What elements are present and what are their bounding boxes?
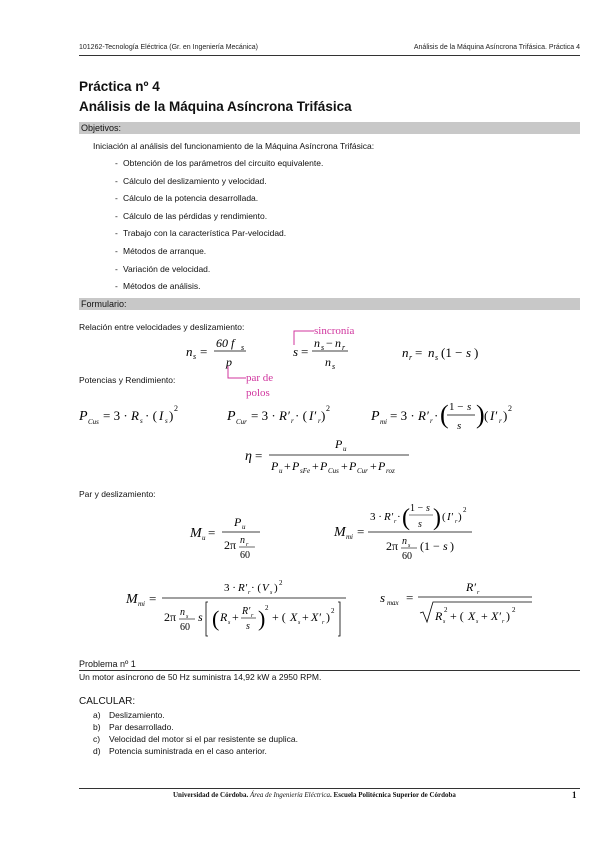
svg-text:s: s	[186, 614, 189, 620]
svg-text:): )	[169, 408, 174, 423]
svg-text:R′: R′	[384, 511, 394, 523]
header-rule	[79, 55, 580, 56]
calcular-item: a) Deslizamiento.	[93, 710, 165, 720]
svg-text:): )	[476, 400, 485, 429]
svg-text:r: r	[318, 417, 321, 425]
svg-text:(: (	[440, 400, 449, 429]
calcular-item: c) Velocidad del motor si el par resistente se duplica.	[93, 734, 298, 744]
svg-text:sincronía: sincronía	[314, 325, 355, 337]
svg-text:n: n	[335, 336, 341, 350]
svg-text:2: 2	[444, 606, 448, 614]
svg-text:η: η	[245, 449, 252, 464]
svg-text:r: r	[455, 519, 458, 525]
svg-text:P: P	[320, 459, 328, 473]
svg-text:r: r	[322, 620, 325, 626]
svg-text:n: n	[180, 607, 185, 618]
svg-text:· (: · (	[251, 582, 262, 594]
svg-text:r: r	[246, 542, 249, 548]
svg-text:=: =	[406, 590, 414, 605]
svg-text:s: s	[443, 619, 446, 625]
svg-text:2π: 2π	[164, 610, 177, 624]
svg-text:+: +	[312, 459, 319, 473]
svg-text:): )	[450, 539, 454, 553]
par-label: Par y deslizamiento:	[79, 489, 156, 499]
objective-item: - Trabajo con la característica Par-velocidad.	[115, 228, 287, 238]
problema-rule	[79, 670, 580, 671]
svg-text:r: r	[342, 343, 346, 352]
svg-text:(: (	[442, 511, 446, 523]
svg-text:max: max	[387, 599, 399, 607]
ns-denominator: p	[226, 355, 232, 369]
svg-text:=: =	[357, 524, 365, 539]
svg-text:s: s	[443, 539, 448, 553]
svg-text:+ (: + (	[272, 610, 286, 624]
svg-text:mi: mi	[138, 600, 145, 608]
svg-text:s: s	[293, 344, 299, 359]
svg-text:n: n	[402, 345, 409, 360]
svg-text:+: +	[302, 610, 309, 624]
svg-text:u: u	[202, 534, 206, 542]
formulario-heading: Formulario:	[79, 298, 580, 310]
svg-text:=: =	[149, 591, 157, 606]
svg-text:): )	[433, 505, 441, 531]
svg-text:s: s	[467, 401, 472, 413]
svg-text:s: s	[193, 352, 197, 361]
svg-text:s: s	[435, 353, 439, 362]
svg-text:R′: R′	[418, 408, 429, 423]
svg-text:R: R	[131, 408, 139, 423]
svg-text:+: +	[481, 609, 488, 623]
svg-text:n: n	[428, 345, 435, 360]
svg-text:sFe: sFe	[300, 467, 311, 475]
svg-text:polos: polos	[246, 387, 270, 399]
svg-text:): )	[458, 511, 462, 523]
svg-text:M: M	[334, 525, 346, 540]
svg-text:s: s	[298, 620, 301, 626]
formula-smax	[378, 576, 538, 632]
svg-text:s: s	[426, 503, 430, 514]
svg-text:): )	[274, 582, 278, 594]
svg-text:X′: X′	[491, 609, 501, 623]
footer-text: Universidad de Córdoba. Área de Ingeniería Eléctrica. Escuela Politécnica Superior de Córdoba	[173, 791, 456, 799]
annotation-sincronia	[284, 317, 384, 347]
svg-text:X: X	[468, 609, 476, 623]
svg-text:2π: 2π	[224, 538, 237, 552]
svg-text:R: R	[220, 610, 228, 624]
problema-statement: Un motor asíncrono de 50 Hz suministra 14,92 kW a 2950 RPM.	[79, 672, 322, 682]
objective-item: - Métodos de arranque.	[115, 246, 207, 256]
svg-text:P: P	[371, 409, 380, 424]
svg-text:(: (	[212, 606, 220, 631]
svg-text:r: r	[499, 417, 502, 425]
svg-text:3 ·: 3 ·	[224, 582, 236, 594]
svg-text:n: n	[314, 336, 320, 350]
page-number: 1	[572, 790, 577, 800]
svg-text:2: 2	[279, 579, 283, 587]
svg-text:s: s	[228, 620, 231, 626]
objective-item: - Obtención de los parámetros del circuito equivalente.	[115, 158, 324, 168]
svg-text:(: (	[484, 408, 489, 423]
svg-text:roz: roz	[386, 467, 395, 475]
svg-text:2: 2	[326, 404, 330, 413]
svg-text:P: P	[349, 459, 357, 473]
svg-text:s: s	[466, 345, 472, 360]
svg-text:M: M	[126, 592, 138, 607]
svg-text:r: r	[477, 590, 480, 596]
svg-text:=: =	[255, 448, 263, 463]
svg-text:I: I	[159, 408, 164, 423]
svg-text:R: R	[435, 609, 443, 623]
svg-text:): )	[506, 609, 510, 623]
problema-heading: Problema nº 1	[79, 659, 136, 669]
svg-text:· (: · (	[145, 408, 157, 423]
svg-text:2: 2	[463, 506, 467, 514]
header-right: Análisis de la Máquina Asíncrona Trifásica. Práctica 4	[413, 44, 580, 51]
objective-item: - Variación de velocidad.	[115, 264, 211, 274]
practice-number: Práctica nº 4	[79, 79, 160, 94]
footer-rule	[79, 788, 580, 789]
svg-text:I′: I′	[309, 408, 317, 423]
svg-text:P: P	[234, 515, 242, 529]
objective-item: - Cálculo de las pérdidas y rendimiento.	[115, 211, 268, 221]
svg-text:1 −: 1 −	[449, 401, 464, 413]
svg-text:R′: R′	[242, 606, 251, 617]
svg-text:2: 2	[331, 607, 335, 615]
svg-text:= 3 ·: = 3 ·	[103, 408, 128, 423]
svg-text:M: M	[190, 526, 202, 541]
svg-text:· (: · (	[295, 408, 307, 423]
svg-text:= 3 ·: = 3 ·	[390, 408, 415, 423]
svg-text:s: s	[198, 610, 203, 624]
svg-text:s: s	[418, 519, 422, 530]
svg-text:u: u	[279, 467, 283, 475]
svg-text:2π: 2π	[386, 539, 399, 553]
svg-text:s: s	[321, 343, 325, 352]
svg-text:s: s	[457, 420, 462, 432]
svg-text:60: 60	[402, 551, 412, 562]
svg-text:P: P	[79, 409, 88, 424]
svg-text:1 −: 1 −	[410, 503, 424, 514]
svg-text:P: P	[227, 409, 236, 424]
svg-text:(1 −: (1 −	[420, 539, 440, 553]
ns-numerator: 60 f	[216, 336, 235, 350]
svg-text:r: r	[430, 417, 433, 425]
calcular-item: b) Par desarrollado.	[93, 722, 174, 732]
svg-text:=: =	[208, 525, 216, 540]
svg-text:R′: R′	[279, 408, 290, 423]
svg-text:60: 60	[180, 622, 190, 633]
svg-text:·: ·	[397, 511, 401, 523]
svg-text:Cur: Cur	[357, 467, 368, 475]
svg-text:r: r	[251, 613, 254, 619]
svg-text:s: s	[246, 621, 250, 632]
svg-text:s: s	[165, 417, 168, 425]
svg-text:2: 2	[174, 404, 178, 413]
svg-text:Cur: Cur	[236, 418, 247, 426]
objetivos-heading: Objetivos:	[79, 122, 580, 134]
svg-text:): )	[474, 345, 479, 360]
svg-text:P: P	[378, 459, 386, 473]
svg-text:u: u	[343, 445, 347, 453]
svg-text:s: s	[241, 343, 245, 352]
svg-text:+ (: + (	[450, 609, 464, 623]
svg-text:r: r	[394, 519, 397, 525]
objective-item: - Cálculo del deslizamiento y velocidad.	[115, 176, 267, 186]
svg-text:r: r	[291, 417, 294, 425]
svg-text:−: −	[326, 336, 333, 350]
calcular-heading: CALCULAR:	[79, 696, 136, 707]
svg-text:·: ·	[434, 408, 439, 423]
svg-text:n: n	[240, 535, 245, 546]
svg-text:= 3 ·: = 3 ·	[251, 408, 276, 423]
svg-text:+: +	[341, 459, 348, 473]
svg-text:2: 2	[508, 404, 512, 413]
svg-text:+: +	[232, 610, 239, 624]
formula-mmi	[332, 498, 492, 566]
svg-text:mi: mi	[380, 418, 387, 426]
svg-text:Cus: Cus	[328, 467, 339, 475]
svg-text:I′: I′	[447, 511, 454, 523]
svg-text:s: s	[408, 543, 411, 549]
svg-text:n: n	[402, 536, 407, 547]
svg-text:n: n	[325, 355, 331, 369]
formula-mu	[188, 508, 278, 564]
svg-text:s: s	[270, 590, 273, 596]
svg-text:X: X	[290, 610, 298, 624]
svg-text:par de: par de	[246, 372, 274, 384]
svg-text:): )	[503, 408, 508, 423]
page-title: Análisis de la Máquina Asíncrona Trifásica	[79, 99, 352, 114]
svg-text:r: r	[409, 353, 413, 362]
svg-text:+: +	[284, 459, 291, 473]
svg-text:=: =	[200, 344, 208, 359]
svg-text:P: P	[271, 459, 279, 473]
svg-text:I′: I′	[490, 408, 498, 423]
svg-text:X′: X′	[311, 610, 321, 624]
svg-text:s: s	[140, 417, 143, 425]
formula-efficiency	[243, 434, 413, 480]
potencias-label: Potencias y Rendimiento:	[79, 375, 176, 385]
svg-text:u: u	[242, 523, 246, 531]
svg-text:R′: R′	[238, 582, 248, 594]
svg-text:V: V	[262, 582, 269, 594]
svg-text:P: P	[335, 437, 343, 451]
formula-mmi-voltage	[124, 576, 354, 640]
formula-losses	[79, 396, 519, 436]
svg-text:=: =	[415, 345, 423, 360]
svg-text:R′: R′	[466, 580, 476, 594]
svg-text:n: n	[186, 344, 193, 359]
svg-text:60: 60	[240, 550, 250, 561]
svg-text:s: s	[380, 590, 386, 605]
svg-text:=: =	[301, 344, 309, 359]
svg-text:s: s	[332, 362, 336, 371]
svg-text:3 ·: 3 ·	[370, 511, 382, 523]
svg-text:r: r	[502, 619, 505, 625]
header-left: 101262-Tecnología Eléctrica (Gr. en Ingeniería Mecánica)	[79, 44, 258, 51]
svg-text:2: 2	[265, 604, 269, 612]
svg-text:mi: mi	[346, 533, 353, 541]
svg-text:(1 −: (1 −	[441, 345, 463, 360]
svg-text:r: r	[248, 590, 251, 596]
svg-text:): )	[321, 408, 326, 423]
svg-text:Cus: Cus	[88, 418, 99, 426]
svg-text:P: P	[292, 459, 300, 473]
objective-item: - Métodos de análisis.	[115, 281, 201, 291]
calcular-item: d) Potencia suministrada en el caso anterior.	[93, 746, 267, 756]
svg-text:s: s	[476, 619, 479, 625]
svg-text:(: (	[402, 505, 410, 531]
svg-text:2: 2	[512, 606, 516, 614]
objetivos-intro: Iniciación al análisis del funcionamiento de la Máquina Asíncrona Trifásica:	[93, 141, 375, 151]
objective-item: - Cálculo de la potencia desarrollada.	[115, 193, 259, 203]
svg-text:): )	[326, 610, 330, 624]
svg-text:): )	[258, 606, 266, 631]
svg-text:+: +	[370, 459, 377, 473]
relacion-label: Relación entre velocidades y deslizamiento:	[79, 322, 245, 332]
